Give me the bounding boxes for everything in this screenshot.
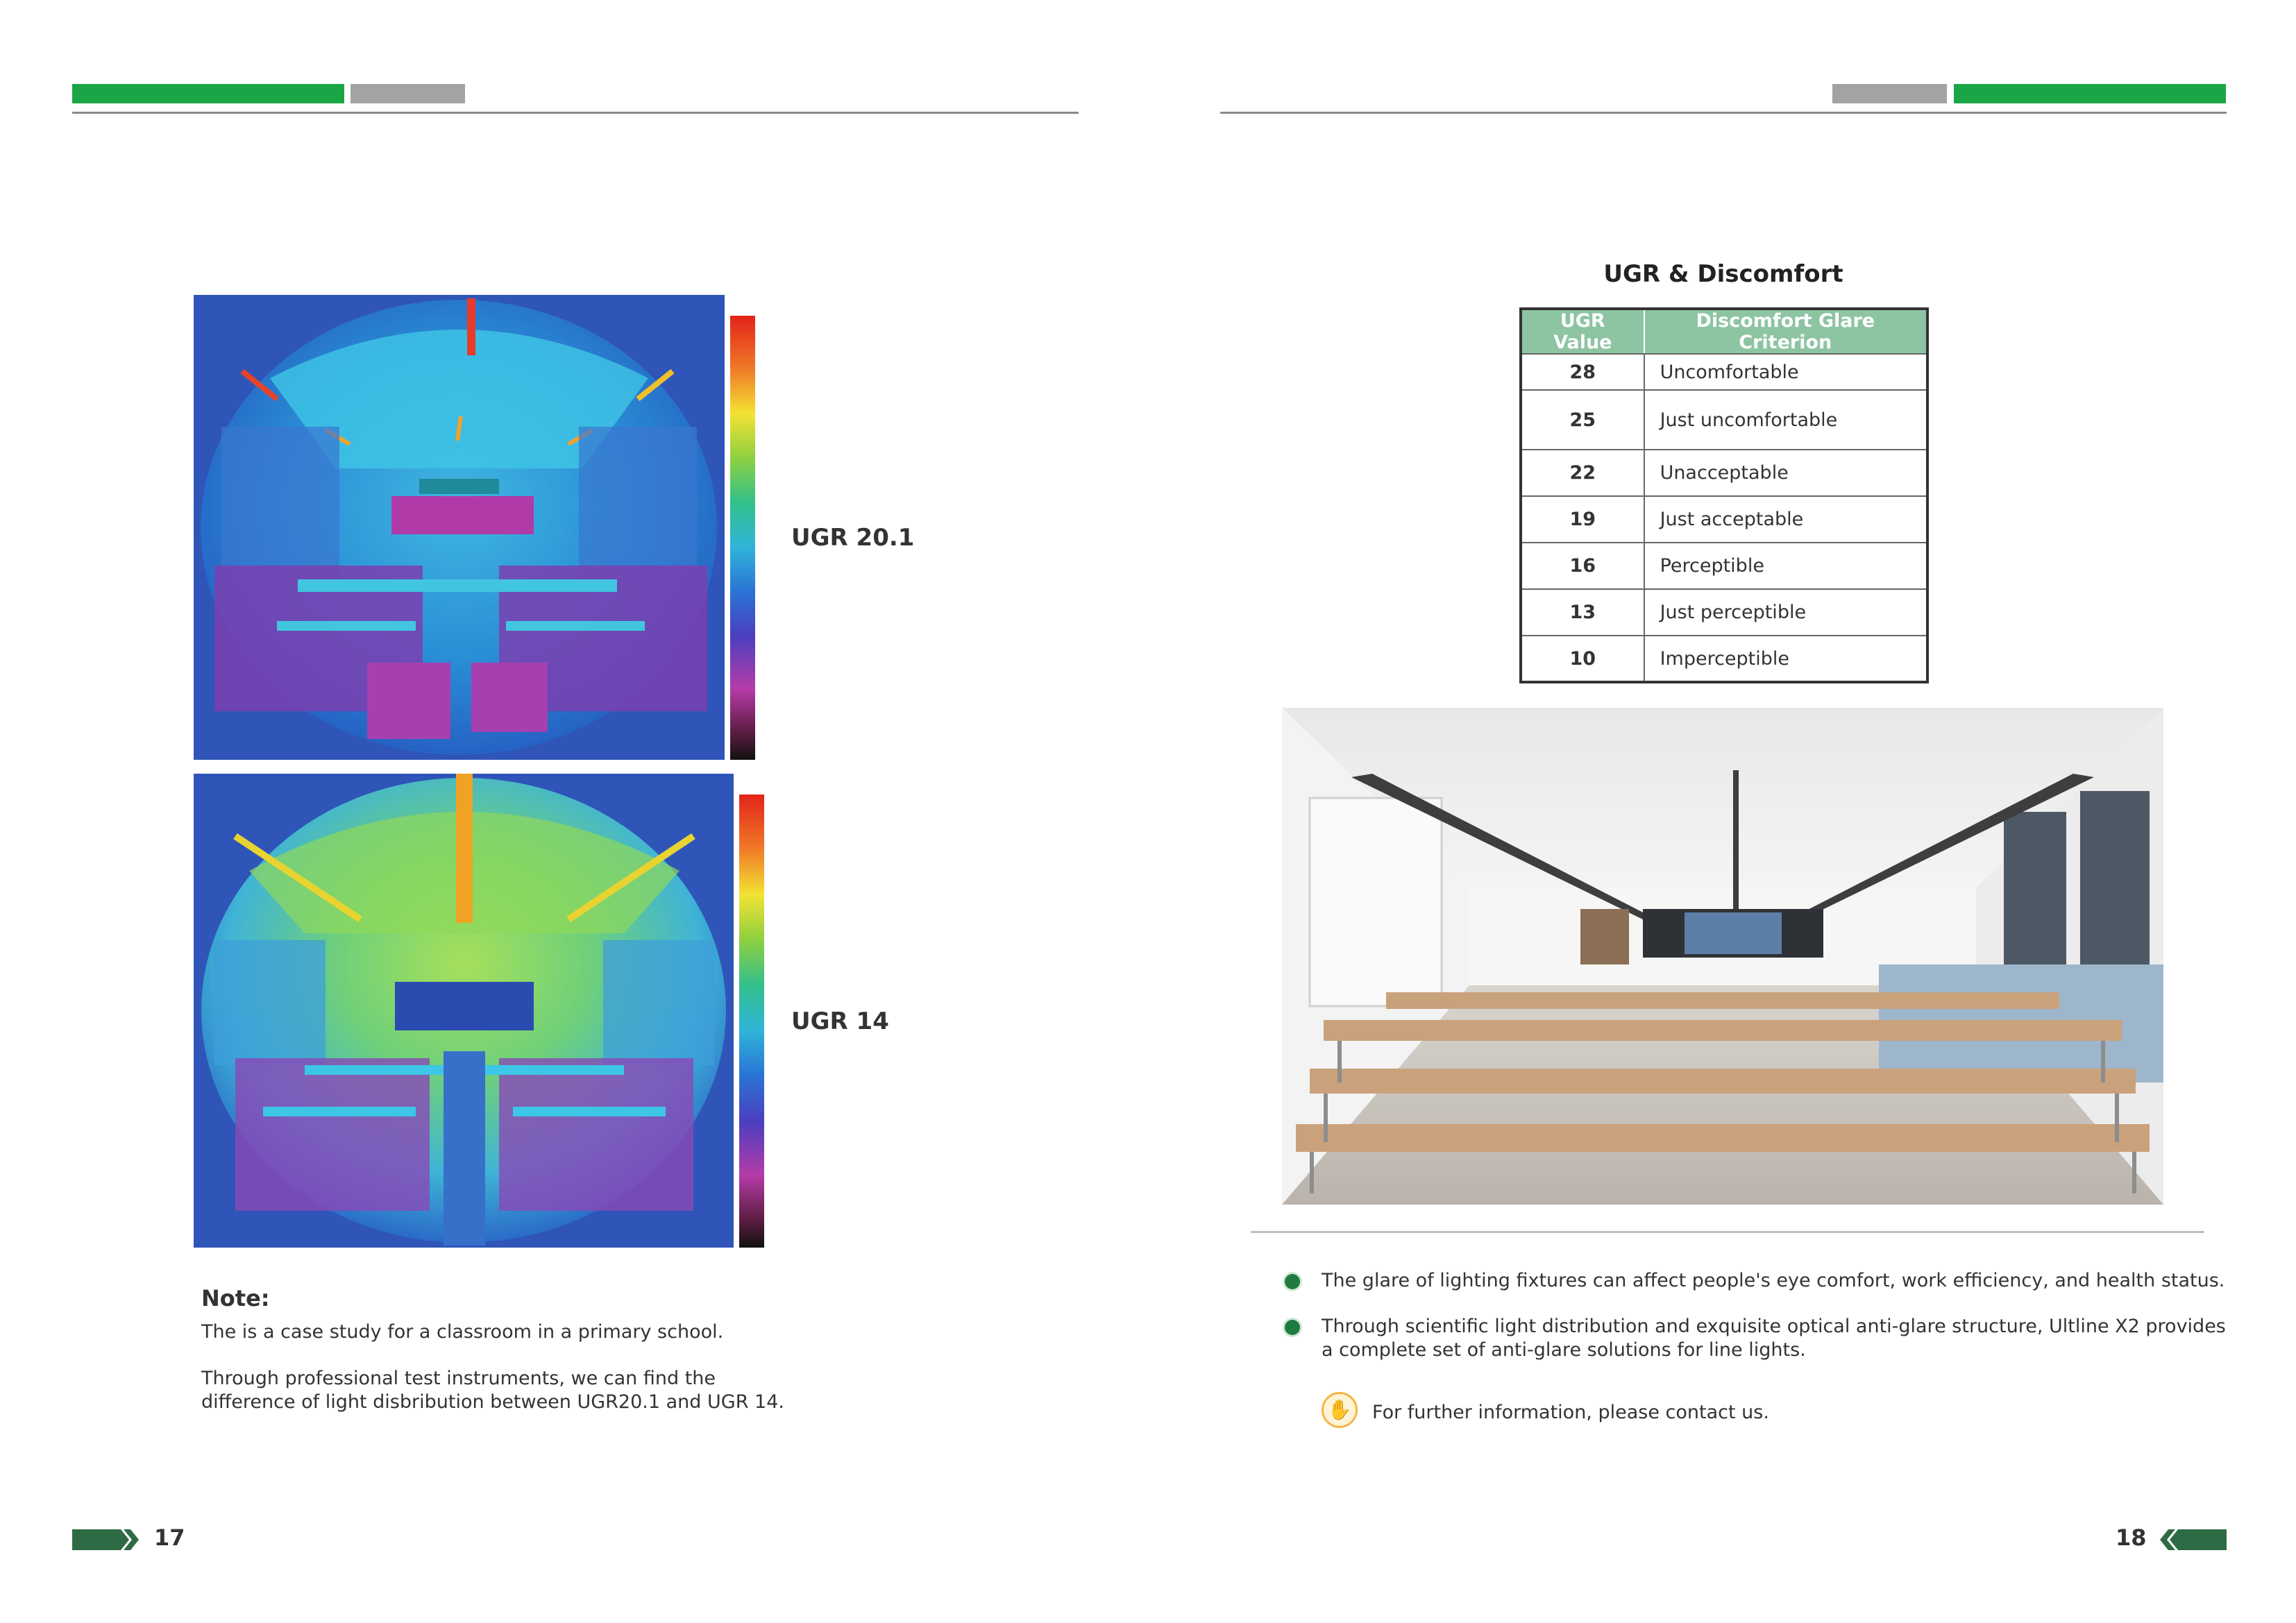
ugr-14-label: UGR 14: [791, 1008, 889, 1035]
criterion-cell: Imperceptible: [1644, 636, 1927, 682]
criterion-cell: Uncomfortable: [1644, 354, 1927, 390]
ugr-table: [1519, 307, 1929, 683]
table-row: [1521, 543, 1927, 589]
arrow-chevron-icon: [2157, 1529, 2227, 1550]
classroom-photo: [1282, 708, 2163, 1205]
ugr-value-cell: 28: [1521, 354, 1644, 390]
table-row: [1521, 354, 1927, 390]
criterion-cell: Just uncomfortable: [1644, 390, 1927, 450]
contact-text: For further information, please contact us.: [1372, 1402, 1769, 1423]
bullet-text-2b: a complete set of anti-glare solutions for line lights.: [1322, 1339, 1806, 1361]
luminance-image-ugr-14: [194, 774, 734, 1248]
criterion-cell: Unacceptable: [1644, 450, 1927, 496]
table-row: [1521, 496, 1927, 543]
table-row: [1521, 589, 1927, 636]
header-discomfort-criterion: Discomfort Glare Criterion: [1644, 309, 1927, 354]
table-row: [1521, 636, 1927, 682]
arrow-chevron-icon: [72, 1529, 142, 1550]
page-number-left: 17: [154, 1524, 185, 1551]
table-title: UGR & Discomfort: [1603, 260, 1843, 288]
ugr-value-cell: 19: [1521, 496, 1644, 543]
table-row: [1521, 390, 1927, 450]
ugr-value-cell: 16: [1521, 543, 1644, 589]
table-row: [1521, 450, 1927, 496]
left-header-green-bar: [72, 84, 344, 103]
table-header-row: [1521, 309, 1927, 354]
ugr-20-label: UGR 20.1: [791, 524, 915, 552]
left-header-rule: [72, 112, 1079, 114]
ugr-value-cell: 13: [1521, 589, 1644, 636]
ugr-value-cell: 22: [1521, 450, 1644, 496]
luminance-scale-bottom: [734, 774, 770, 1248]
bullet-text-2a: Through scientific light distribution and exquisite optical anti-glare structure, Ultline X2 provides: [1322, 1316, 2226, 1337]
note-line-2a: Through professional test instruments, we can find the: [201, 1368, 716, 1389]
right-header-green-bar: [1954, 84, 2226, 103]
luminance-scale-top: [725, 295, 761, 760]
note-line-2b: difference of light disbribution between UGR20.1 and UGR 14.: [201, 1391, 784, 1413]
criterion-cell: Perceptible: [1644, 543, 1927, 589]
criterion-cell: Just perceptible: [1644, 589, 1927, 636]
right-header-rule: [1220, 112, 2227, 114]
left-header-grey-bar: [351, 84, 465, 103]
header-ugr-value: UGR Value: [1521, 309, 1644, 354]
luminance-image-ugr-20: [194, 295, 725, 760]
bullet-dot: [1285, 1320, 1300, 1335]
note-title: Note:: [201, 1285, 270, 1311]
bullet-dot: [1285, 1274, 1300, 1289]
right-header-grey-bar: [1832, 84, 1947, 103]
ugr-value-cell: 25: [1521, 390, 1644, 450]
bullet-text-1: The glare of lighting fixtures can affect people's eye comfort, work efficiency, and health status.: [1322, 1270, 2225, 1291]
page-number-right: 18: [2116, 1524, 2147, 1551]
right-divider: [1251, 1231, 2204, 1233]
note-line-1: The is a case study for a classroom in a primary school.: [201, 1321, 724, 1343]
ugr-value-cell: 10: [1521, 636, 1644, 682]
hand-stop-icon: ✋: [1322, 1392, 1358, 1428]
criterion-cell: Just acceptable: [1644, 496, 1927, 543]
